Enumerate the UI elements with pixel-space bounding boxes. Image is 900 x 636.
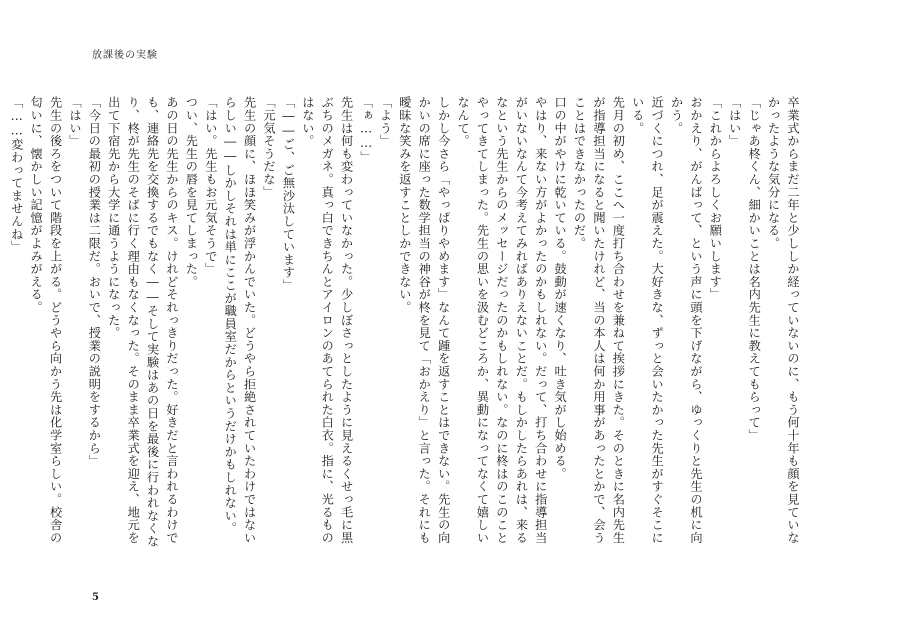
- paragraph: 「ぁ……」: [359, 96, 374, 164]
- paragraph: 「これからよろしくお願いします」: [708, 96, 723, 301]
- paragraph: あの日の先生からのキス。けれどそれっきりだった。好きだと言われるわけでも、連絡先を交換するでもなく――そして実験はあの日を最後に行われなくなり、柊が先生のそばに行く理由もなくなった。そのまま卒業式を迎え、地元を出て下宿先から大学に通うようになった。: [106, 96, 179, 548]
- paragraph: 卒業式からまだ二年と少ししか経っていないのに、もう何十年も顔を見ていなかったような気分になる。: [766, 96, 800, 544]
- paragraph: つい、先生の唇を見てしまった。: [184, 96, 199, 288]
- paragraph: やはり、来ない方がよかったのかもしれない。だって、打ち合わせに指導担当がいないなんて今考えてみればありえないことだ。もしかしたらあれは、来るなという先生からのメッセージだったのかもしれない。なのに柊はのこのことやってきてしまった。先生の思いを汲むどころか、異動になってなくて嬉しいなんて。: [456, 96, 548, 544]
- running-title: 放課後の実験: [92, 50, 158, 61]
- paragraph: 「よう」: [378, 96, 393, 148]
- paragraph: 「今日の最初の授業は二限だ。おいで、授業の説明をするから」: [87, 96, 102, 468]
- paragraph: 口の中がやけに乾いている。鼓動が速くなり、吐き気がし始める。: [553, 96, 568, 480]
- paragraph: 近づくにつれ、足が震えた。大好きな、ずっと会いたかった先生がすぐそこにいる。: [630, 96, 665, 544]
- paragraph: 先生の後ろをついて階段を上がる。どうやら向かう先は化学室らしい。校舎の匂いに、懐かしい記憶がよみがえる。: [29, 96, 63, 544]
- paragraph: 先生の顔に、ほほ笑みが浮かんでいた。どうやら拒絶されていたわけではないらしい――しかしそれは単にここが職員室だからというだけかもしれない。: [223, 96, 257, 544]
- paragraph: 先生は何も変わっていなかった。少しぼさっとしたように見えるくせっ毛に黒ぶちのメガネ。真っ白できちんとアイロンのあてられた白衣。指に、光るものはない。: [300, 96, 354, 544]
- paragraph: 「元気そうだな」: [262, 96, 277, 199]
- paragraph: 「はい」: [67, 96, 82, 148]
- paragraph: しかし今さら「やっぱりやめます」なんて踵を返すことはできない。先生の向かいの席に座った数学担当の神谷が柊を見て「おかえり」と言った。それにも曖昧な笑みを返すことしかできない。: [397, 96, 451, 544]
- novel-body-text: [9, 96, 802, 556]
- paragraph: 先月の初め、ここへ一度打ち合わせを兼ねて挨拶にきた。そのときに名内先生が指導担当になると聞いたけれど、当の本人は何か用事があったとかで、会うことはできなかったのだ。: [572, 96, 626, 544]
- page-number: 5: [92, 592, 99, 603]
- paragraph: 「じゃあ柊くん、細かいことは名内先生に教えてもらって」: [747, 96, 762, 442]
- paragraph: おかえり、がんばって、という声に頭を下げながら、ゆっくりと先生の机に向かう。: [669, 96, 703, 544]
- paragraph: 「……変わってませんね」: [9, 96, 24, 254]
- paragraph: 「はい。先生もお元気そうで」: [203, 96, 218, 276]
- paragraph: 「――ご、ご無沙汰しています」: [281, 96, 296, 292]
- paragraph: 「はい」: [727, 96, 742, 148]
